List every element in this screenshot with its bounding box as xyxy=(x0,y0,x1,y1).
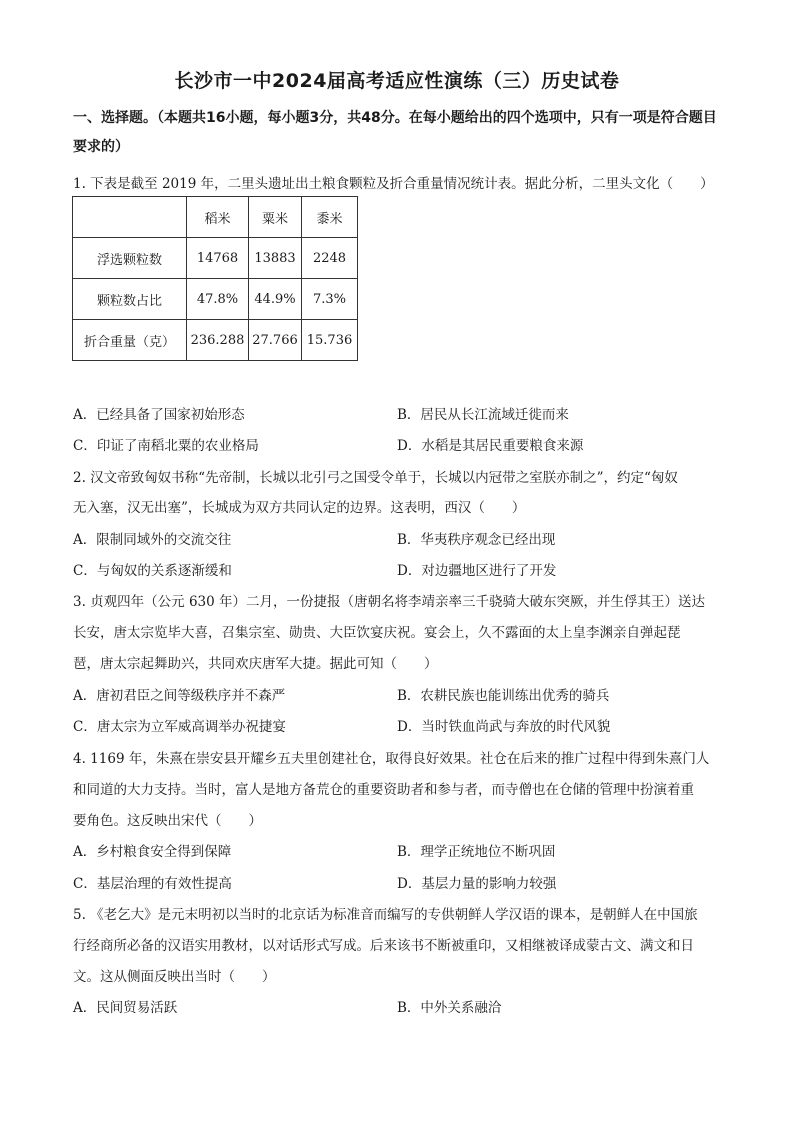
q3-stem-line: 长安，唐太宗览毕大喜，召集宗室、勋贵、大臣饮宴庆祝。宴会上，久不露面的太上皇李渊亲自弹起琵 xyxy=(73,625,681,641)
table-cell: 13883 xyxy=(249,238,302,279)
table-cell: 7.3% xyxy=(302,279,358,320)
table-cell: 236.288 xyxy=(187,320,249,361)
q1-option-c: C．印证了南稻北粟的农业格局 xyxy=(73,438,259,454)
table-row xyxy=(73,320,358,361)
q3-stem-line: 琶，唐太宗起舞助兴，共同欢庆唐军大捷。据此可知（ ） xyxy=(73,656,438,672)
q4-stem-line: 和同道的大力支持。当时，富人是地方备荒仓的重要资助者和参与者，而寺僧也在仓储的管理中扮演着重 xyxy=(73,782,694,798)
q1-option-b: B．居民从长江流域迁徙而来 xyxy=(397,407,569,423)
section-heading: 一、选择题。（本题共16小题，每小题3分，共48分。在每小题给出的四个选项中，只有一项是符合题目要求的） xyxy=(73,110,717,155)
q2-stem-line: 2. 汉文帝致匈奴书称“先帝制，长城以北引弓之国受令单于，长城以内冠带之室朕亦制之”，约定“匈奴 xyxy=(73,470,678,486)
table-cell: 颗粒数占比 xyxy=(73,279,187,320)
q4-option-a: A．乡村粮食安全得到保障 xyxy=(73,844,232,860)
q3-stem-line: 3. 贞观四年（公元 630 年）二月，一份捷报（唐朝名将李靖亲率三千骁骑大破东突厥，并生俘其王）送达 xyxy=(73,594,706,610)
q1-option-a: A．已经具备了国家初始形态 xyxy=(73,407,245,423)
q4-stem-line: 4. 1169 年，朱熹在崇安县开耀乡五夫里创建社仓，取得良好效果。社仓在后来的推广过程中得到朱熹门人 xyxy=(73,751,710,767)
table-header-cell: 黍米 xyxy=(302,197,358,238)
q2-stem-line: 无入塞，汉无出塞”，长城成为双方共同认定的边界。这表明，西汉（ ） xyxy=(73,500,526,516)
table-cell: 27.766 xyxy=(249,320,302,361)
q3-option-b: B．农耕民族也能训练出优秀的骑兵 xyxy=(397,688,610,704)
q2-option-c: C．与匈奴的关系逐渐缓和 xyxy=(73,563,232,579)
q5-option-a: A．民间贸易活跃 xyxy=(73,1000,178,1016)
q3-option-a: A．唐初君臣之间等级秩序并不森严 xyxy=(73,688,286,704)
table-cell: 47.8% xyxy=(187,279,249,320)
exam-title: 长沙市一中2024届高考适应性演练（三）历史试卷 xyxy=(174,70,620,92)
q4-option-d: D．基层力量的影响力较强 xyxy=(397,876,557,892)
table-row xyxy=(73,279,358,320)
q1-option-d: D．水稻是其居民重要粮食来源 xyxy=(397,438,584,454)
table-header-cell: 稻米 xyxy=(187,197,249,238)
q4-option-c: C．基层治理的有效性提高 xyxy=(73,876,232,892)
table-cell: 44.9% xyxy=(249,279,302,320)
q2-option-a: A．限制同域外的交流交往 xyxy=(73,532,232,548)
q4-stem-line: 要角色。这反映出宋代（ ） xyxy=(73,813,262,829)
table-cell: 2248 xyxy=(302,238,358,279)
q5-stem-line: 行经商所必备的汉语实用教材，以对话形式写成。后来该书不断被重印，又相继被译成蒙古文、满文和日 xyxy=(73,938,694,954)
q5-stem-line: 文。这从侧面反映出当时（ ） xyxy=(73,969,276,985)
table-cell: 折合重量（克） xyxy=(73,320,187,361)
q5-stem-line: 5. 《老乞大》是元末明初以当时的北京话为标准音而编写的专供朝鲜人学汉语的课本，是朝鲜人在中国旅 xyxy=(73,907,698,923)
table-row xyxy=(73,238,358,279)
q2-option-d: D．对边疆地区进行了开发 xyxy=(397,563,557,579)
table-header-row xyxy=(73,197,358,238)
q2-option-b: B．华夷秩序观念已经出现 xyxy=(397,532,556,548)
q5-option-b: B．中外关系融洽 xyxy=(397,1000,502,1016)
table-cell: 15.736 xyxy=(302,320,358,361)
q3-option-d: D．当时铁血尚武与奔放的时代风貌 xyxy=(397,719,611,735)
q1-data-table xyxy=(72,196,358,361)
table-header-cell: 粟米 xyxy=(249,197,302,238)
q4-option-b: B．理学正统地位不断巩固 xyxy=(397,844,556,860)
table-header-cell xyxy=(73,197,187,238)
q3-option-c: C．唐太宗为立军威高调举办祝捷宴 xyxy=(73,719,286,735)
q1-stem: 1. 下表是截至 2019 年，二里头遗址出土粮食颗粒及折合重量情况统计表。据此分析，二里头文化（ ） xyxy=(73,176,714,192)
table-cell: 浮选颗粒数 xyxy=(73,238,187,279)
table-cell: 14768 xyxy=(187,238,249,279)
